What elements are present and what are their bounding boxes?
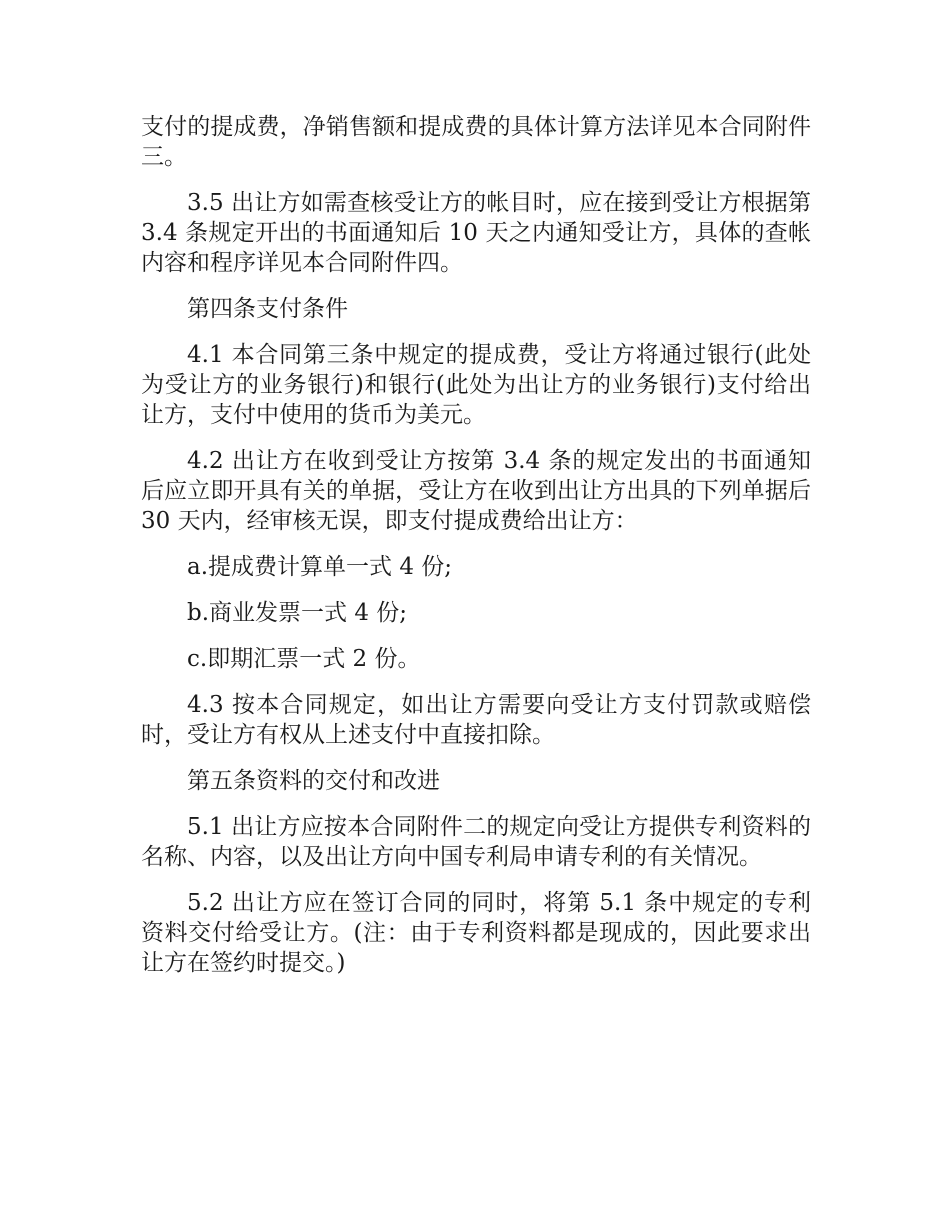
list-item-b: b.商业发票一式 4 份; — [187, 600, 408, 626]
clause-4-3: 4.3 按本合同规定，如出让方需要向受让方支付罚款或赔偿时，受让方有权从上述支付中直接扣除。 — [141, 692, 811, 748]
article-4-heading: 第四条支付条件 — [187, 296, 348, 322]
clause-5-1: 5.1 出让方应按本合同附件二的规定向受让方提供专利资料的名称、内容，以及出让方向中国专利局申请专利的有关情况。 — [141, 814, 811, 870]
clause-4-2: 4.2 出让方在收到受让方按第 3.4 条的规定发出的书面通知后应立即开具有关的单据，受让方在收到出让方出具的下列单据后 30 天内，经审核无误，即支付提成费给出让方： — [141, 448, 811, 534]
article-5-heading: 第五条资料的交付和改进 — [187, 768, 440, 794]
list-item-a: a.提成费计算单一式 4 份; — [187, 554, 453, 580]
clause-4-1: 4.1 本合同第三条中规定的提成费，受让方将通过银行(此处为受让方的业务银行)和银行(此处为出让方的业务银行)支付给出让方，支付中使用的货币为美元。 — [141, 342, 811, 428]
paragraph-continuation: 支付的提成费，净销售额和提成费的具体计算方法详见本合同附件三。 — [141, 114, 811, 170]
clause-3-5: 3.5 出让方如需查核受让方的帐目时，应在接到受让方根据第 3.4 条规定开出的书面通知后 10 天之内通知受让方，具体的查帐内容和程序详见本合同附件四。 — [141, 190, 811, 276]
list-item-c: c.即期汇票一式 2 份。 — [187, 646, 421, 672]
document-page — [141, 112, 811, 994]
clause-5-2: 5.2 出让方应在签订合同的同时，将第 5.1 条中规定的专利资料交付给受让方。(注：由于专利资料都是现成的，因此要求出让方在签约时提交。) — [141, 890, 811, 976]
